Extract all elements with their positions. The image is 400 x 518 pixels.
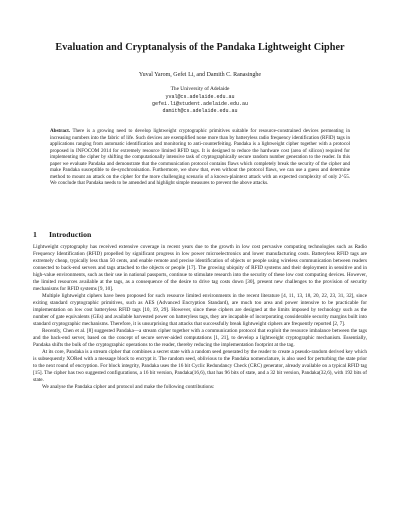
email-gefei: gefei.li@student.adelaide.edu.au [151, 101, 248, 107]
paper-title: Evaluation and Cryptanalysis of the Pandaka Lightweight Cipher [55, 42, 345, 53]
email-yval: yval@cs.adelaide.edu.au [165, 94, 235, 100]
affiliation: The University of Adelaide [170, 86, 230, 92]
author-list: Yuval Yarom, Gefei Li, and Damith C. Ranasinghe [138, 72, 262, 78]
paragraph: We analyse the Pandaka cipher and protocol and make the following contributions: [42, 384, 215, 390]
paragraph: Multiple lightweight ciphers have been proposed for such resource limited environments in the recent literature [4, 11, 13, 18, 20, 22, 23, 31, 32], since exiting standard cryptographic primitives, such as AES (Advanced Encryption Standard), are much too area and power intensive to be practicable for implementation on low cost batteryless RFID tags [10, 19, 29]. However, since these ciphers are designed at the limits imposed by technology such as the number of gate equivalents (GEs) and available harvested power on batteryless tags, they are incapable of incorporating considerable security margins built into standard cryptographic mechanisms. Therefore, it is unsurprising that attacks that successfully break lightweight ciphers are frequently reported [2, 7]. [33, 293, 367, 327]
abstract-label: Abstract. [50, 128, 71, 134]
section-title: Introduction [49, 230, 92, 239]
abstract-block [50, 128, 350, 187]
email-damith: damith@cs.adelaide.edu.au [162, 108, 238, 114]
paragraph: Lightweight cryptography has received extensive coverage in recent years due to the growth in low cost pervasive computing technologies such as Radio Frequency Identification (RFID) propelled by significant progress in low power microelectronics and lower manufacturing costs. Batteryless RFID tags are extremely cheap, typically less than 50 cents, and enable remote and precise identification of objects or people using wireless communication between readers connected to back-end servers and tags attached to the objects or people [17]. The growing ubiquity of RFID systems and their deployment in sensitive and in high-value environments, such as their use in national passports, continue to stimulate research into the security of these low cost computing devices. However, the limited resources available at the tags, as a consequence of the desire to drive tag costs down [30], present new challenges to the provision of security mechanisms for RFID systems [9, 10]. [33, 244, 367, 292]
paragraph: At its core, Pandaka is a stream cipher that combines a secret state with a random seed generated by the reader to create a pseudo-random derived key which is subsequently XORed with a message block to encrypt it. The random seed, oblivious to the Pandaka nomenclature, is also used for perturbing the state prior to the next round of encryption. For block integrity, Pandaka uses the 16 bit Cyclic Redundancy Check (CRC) generator, already available on a typical RFID tag [15]. The cipher has two suggested configurations, a 16 bit version, Pandaka(16,6), that has 96 bits of state, and a 32 bit version, Pandaka(32,6), with 192 bits of state. [33, 349, 367, 383]
introduction-body [33, 244, 367, 391]
section-heading-introduction [33, 230, 91, 239]
abstract-text: There is a growing need to develop lightweight cryptographic primitives suitable for resource-constrained devices permeating in increasing numbers into the fabric of life. Such devices are exemplified none more than by batteryless radio frequency identification (RFID) tags in applications ranging from automatic identification and monitoring to anti-counterfeiting. Pandaka is a lightweight cipher together with a protocol proposed in INFOCOM 2014 for extremely resource limited RFID tags. It is designed to reduce the hardware cost (area of silicon) required for implementing the cipher by shifting the computationally intensive task of cryptographically secure random number generation to the reader. In this paper we evaluate Pandaka and demonstrate that the communication protocol contains flaws which completely break the security of the cipher and make Pandaka susceptible to de-synchronisation. Furthermore, we show that, even without the protocol flaws, we can use a guess and determine method to mount an attack on the cipher for the more challenging scenario of a known-plaintext attack with an expected complexity of only 2^55. We conclude that Pandaka needs to be amended and highlight simple measures to prevent the above attacks. [50, 128, 350, 187]
paragraph: Recently, Chen et al. [8] suggested Pandaka—a stream cipher together with a communication protocol that exploit the resource imbalance between the tags and the back-end server, based on the concept of secure server-aided computations [1, 21], to develop a lightweight cryptographic mechanism. Essentially, Pandaka shifts the bulk of the cryptographic operations to the reader, thereby reducing the implementation footprint at the tag. [33, 328, 367, 348]
section-number: 1 [33, 230, 37, 239]
